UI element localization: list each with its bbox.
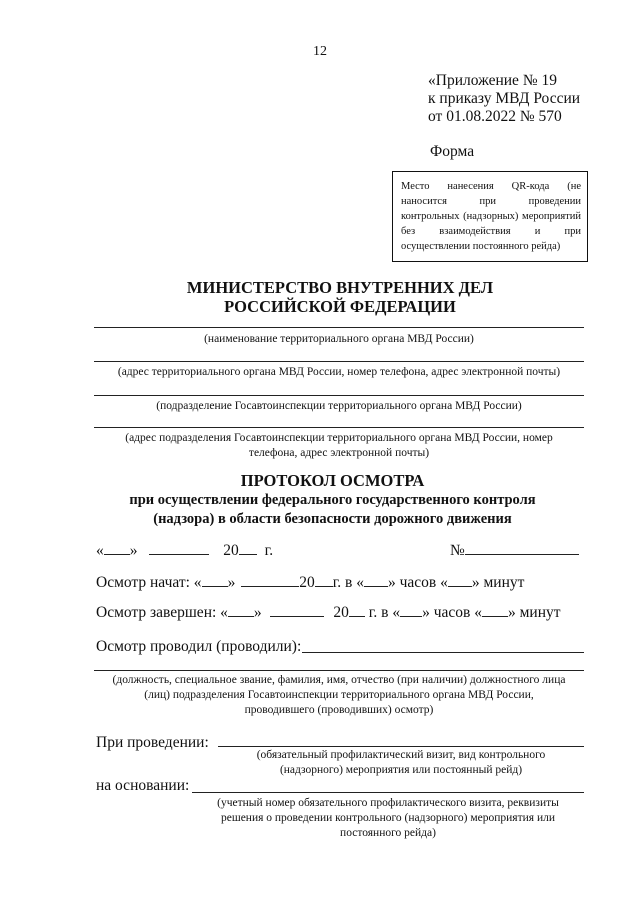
annex-reference xyxy=(428,72,580,126)
start-day-field[interactable] xyxy=(202,572,228,587)
end-hours-field[interactable] xyxy=(400,602,422,617)
basis-field[interactable] xyxy=(192,792,584,793)
ministry-line: РОССИЙСКОЙ ФЕДЕРАЦИИ xyxy=(224,297,456,316)
quote-close: » xyxy=(129,542,138,559)
ministry-line: МИНИСТЕРСТВО ВНУТРЕННИХ ДЕЛ xyxy=(186,278,494,297)
end-year-field[interactable] xyxy=(349,602,365,617)
start-month-field[interactable] xyxy=(241,572,299,587)
day-field[interactable] xyxy=(104,540,130,555)
qr-note: Место нанесения QR-кода (не наносится при проведении контрольных (надзорных) мероприятий без взаимодействия и при осуществлении постоянного рейда) xyxy=(401,181,581,252)
quote-open: « xyxy=(96,542,104,559)
title-line: при осуществлении федерального государственного контроля xyxy=(129,492,536,508)
start-year-suffix: г. в « xyxy=(332,574,364,591)
end-minutes-field[interactable] xyxy=(482,602,508,617)
page-number: 12 xyxy=(313,44,327,59)
start-minutes-field[interactable] xyxy=(448,572,472,587)
title-line: ПРОТОКОЛ ОСМОТРА xyxy=(240,471,425,490)
event-type-caption xyxy=(218,748,584,778)
conducting-label: При проведении: xyxy=(96,734,209,751)
caption-line: постоянного рейда) xyxy=(340,827,436,839)
start-hours-label: » часов « xyxy=(388,574,448,591)
caption-line: (обязательный профилактический визит, вид контрольного xyxy=(256,749,546,761)
end-minutes-label: » минут xyxy=(507,604,561,621)
year-suffix: г. xyxy=(264,542,274,559)
start-year-field[interactable] xyxy=(315,572,333,587)
number-label: № xyxy=(450,542,465,559)
official-line[interactable] xyxy=(94,670,584,671)
basis-caption xyxy=(192,796,584,841)
end-quote-close: » xyxy=(253,604,262,621)
caption-line: проводившего (проводивших) осмотр) xyxy=(244,704,434,716)
end-year-suffix: г. в « xyxy=(368,604,401,621)
gai-address-caption xyxy=(94,431,584,461)
basis-label: на основании: xyxy=(96,777,190,794)
start-label: Осмотр начат: « xyxy=(96,574,202,591)
territorial-body-caption: (наименование территориального органа МВД России) xyxy=(204,333,474,345)
caption-line: (адрес подразделения Госавтоинспекции территориального органа МВД России, номер xyxy=(125,432,553,444)
qr-code-placeholder-box xyxy=(392,171,588,262)
gai-unit-line[interactable] xyxy=(94,395,584,396)
territorial-address-line[interactable] xyxy=(94,361,584,362)
caption-line: (лиц) подразделения Госавтоинспекции территориального органа МВД России, xyxy=(144,689,534,701)
end-month-field[interactable] xyxy=(270,602,324,617)
form-label: Форма xyxy=(430,143,475,160)
protocol-number xyxy=(450,540,579,560)
year-prefix: 20 xyxy=(223,542,239,559)
territorial-body-line[interactable] xyxy=(94,327,584,328)
date-row xyxy=(96,540,273,560)
year-field[interactable] xyxy=(239,540,257,555)
annex-line: от 01.08.2022 № 570 xyxy=(428,108,562,125)
number-field[interactable] xyxy=(465,540,579,555)
end-year-prefix: 20 xyxy=(333,604,349,621)
inspection-end-row xyxy=(96,602,561,622)
inspection-start-row xyxy=(96,572,524,592)
end-label: Осмотр завершен: « xyxy=(96,604,228,621)
gai-unit-caption: (подразделение Госавтоинспекции территориального органа МВД России) xyxy=(156,400,522,412)
title-line: (надзора) в области безопасности дорожного движения xyxy=(153,511,512,527)
annex-line: «Приложение № 19 xyxy=(428,72,557,89)
ministry-heading xyxy=(0,278,640,316)
gai-address-line[interactable] xyxy=(94,427,584,428)
end-day-field[interactable] xyxy=(228,602,254,617)
protocol-title xyxy=(100,471,565,529)
conducted-by-label: Осмотр проводил (проводили): xyxy=(96,638,302,655)
start-year-prefix: 20 xyxy=(299,574,315,591)
month-field[interactable] xyxy=(149,540,209,555)
caption-line: (надзорного) мероприятия или постоянный рейд) xyxy=(279,764,523,776)
caption-line: (должность, специальное звание, фамилия, имя, отчество (при наличии) должностного лица xyxy=(112,674,566,686)
end-hours-label: » часов « xyxy=(422,604,482,621)
start-quote-close: » xyxy=(227,574,236,591)
event-type-field[interactable] xyxy=(218,746,584,747)
conducted-by-field[interactable] xyxy=(302,652,584,653)
caption-line: (учетный номер обязательного профилактического визита, реквизиты xyxy=(217,797,559,809)
caption-line: решения о проведении контрольного (надзорного) мероприятия или xyxy=(220,812,555,824)
annex-line: к приказу МВД России xyxy=(428,90,581,107)
start-hours-field[interactable] xyxy=(364,572,388,587)
official-caption xyxy=(94,673,584,718)
territorial-address-caption: (адрес территориального органа МВД России, номер телефона, адрес электронной почты) xyxy=(117,366,561,378)
start-minutes-label: » минут xyxy=(471,574,525,591)
caption-line: телефона, адрес электронной почты) xyxy=(248,447,430,459)
